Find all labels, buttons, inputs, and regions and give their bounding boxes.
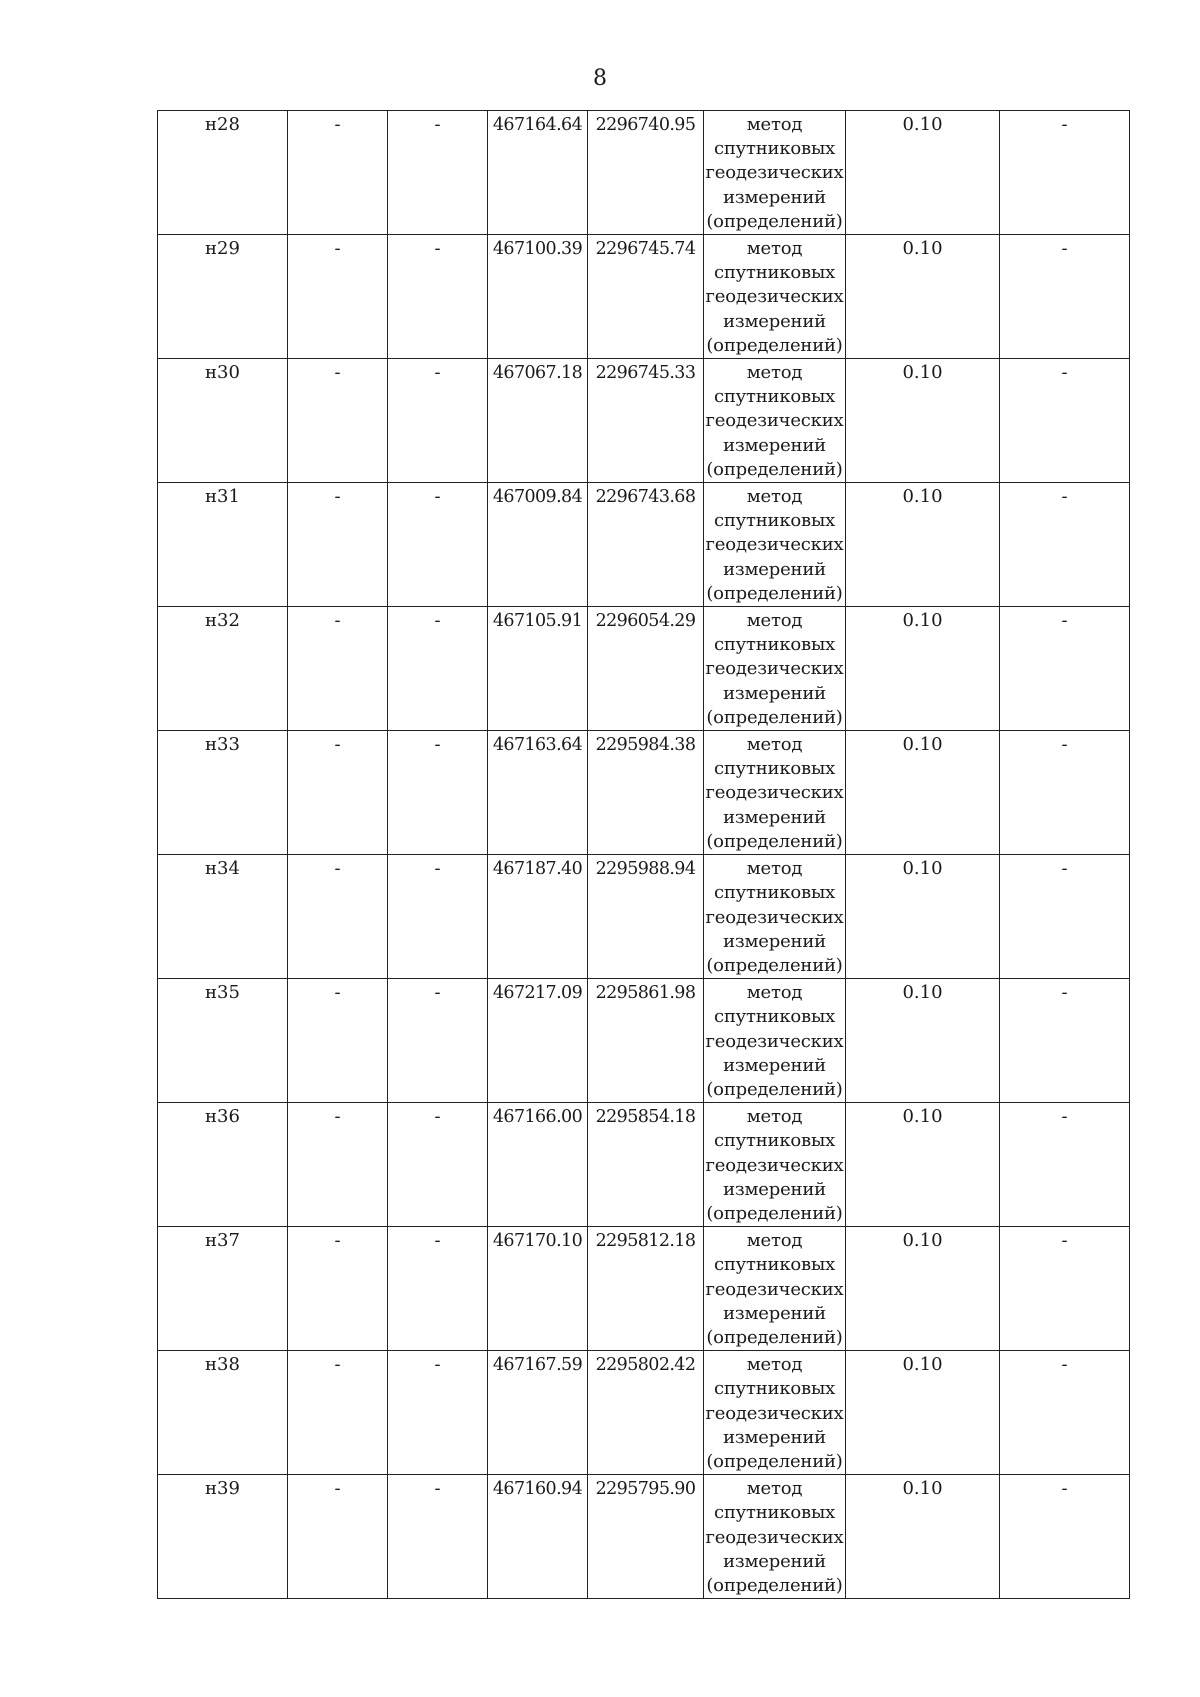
coordinate-x-cell: 467164.64 — [488, 111, 588, 235]
method-text-line: метод — [746, 610, 803, 632]
empty-value-cell: - — [288, 979, 388, 1103]
coordinate-x-cell: 467163.64 — [488, 731, 588, 855]
point-name-cell: н29 — [158, 235, 288, 359]
method-cell — [704, 1475, 846, 1599]
accuracy-cell: 0.10 — [846, 1351, 1000, 1475]
method-text-line: (определений) — [706, 1078, 843, 1100]
coordinate-y-cell: 2295984.38 — [588, 731, 704, 855]
method-text-line: геодезических — [705, 658, 844, 680]
last-value-cell: - — [1000, 1103, 1130, 1227]
last-value-cell: - — [1000, 855, 1130, 979]
method-text-line: (определений) — [706, 458, 843, 480]
coordinate-y-cell: 2295812.18 — [588, 1227, 704, 1351]
method-text-line: геодезических — [705, 906, 844, 928]
accuracy-cell: 0.10 — [846, 607, 1000, 731]
method-text-line: геодезических — [705, 1278, 844, 1300]
coordinates-table — [157, 110, 1130, 1599]
accuracy-cell: 0.10 — [846, 483, 1000, 607]
coordinate-x-cell: 467217.09 — [488, 979, 588, 1103]
last-value-cell: - — [1000, 731, 1130, 855]
method-cell — [704, 111, 846, 235]
coordinate-y-cell: 2296054.29 — [588, 607, 704, 731]
method-cell — [704, 235, 846, 359]
last-value-cell: - — [1000, 235, 1130, 359]
empty-value-cell: - — [388, 359, 488, 483]
method-text-line: (определений) — [706, 582, 843, 604]
method-text-line: измерений — [723, 930, 826, 952]
coordinate-x-cell: 467100.39 — [488, 235, 588, 359]
coordinate-x-cell: 467160.94 — [488, 1475, 588, 1599]
coordinate-x-cell: 467166.00 — [488, 1103, 588, 1227]
accuracy-cell: 0.10 — [846, 1475, 1000, 1599]
method-text-line: измерений — [723, 1054, 826, 1076]
method-text-line: (определений) — [706, 954, 843, 976]
empty-value-cell: - — [288, 483, 388, 607]
method-text-line: геодезических — [705, 1526, 844, 1548]
method-text-line: спутниковых — [713, 1130, 836, 1152]
method-text-line: геодезических — [705, 286, 844, 308]
last-value-cell: - — [1000, 1351, 1130, 1475]
coordinate-x-cell: 467187.40 — [488, 855, 588, 979]
method-text-line: спутниковых — [713, 138, 836, 160]
method-text-line: (определений) — [706, 830, 843, 852]
method-text-line: спутниковых — [713, 1254, 836, 1276]
coordinate-x-cell: 467009.84 — [488, 483, 588, 607]
empty-value-cell: - — [388, 1227, 488, 1351]
method-text-line: измерений — [723, 806, 826, 828]
method-text-line: измерений — [723, 434, 826, 456]
empty-value-cell: - — [388, 1103, 488, 1227]
accuracy-cell: 0.10 — [846, 855, 1000, 979]
accuracy-cell: 0.10 — [846, 1227, 1000, 1351]
empty-value-cell: - — [388, 483, 488, 607]
accuracy-cell: 0.10 — [846, 731, 1000, 855]
table-row — [158, 1103, 1130, 1227]
method-cell — [704, 483, 846, 607]
coordinate-x-cell: 467170.10 — [488, 1227, 588, 1351]
method-text-line: измерений — [723, 1302, 826, 1324]
method-text-line: геодезических — [705, 410, 844, 432]
empty-value-cell: - — [288, 1103, 388, 1227]
last-value-cell: - — [1000, 1227, 1130, 1351]
method-text-line: метод — [746, 1230, 803, 1252]
table-row — [158, 359, 1130, 483]
method-text-line: метод — [746, 1106, 803, 1128]
table-row — [158, 111, 1130, 235]
method-text-line: геодезических — [705, 534, 844, 556]
empty-value-cell: - — [288, 1351, 388, 1475]
method-cell — [704, 731, 846, 855]
method-text-line: спутниковых — [713, 1378, 836, 1400]
point-name-cell: н35 — [158, 979, 288, 1103]
point-name-cell: н39 — [158, 1475, 288, 1599]
method-text-line: измерений — [723, 1178, 826, 1200]
coordinate-y-cell: 2296743.68 — [588, 483, 704, 607]
method-text-line: спутниковых — [713, 262, 836, 284]
method-text-line: измерений — [723, 1550, 826, 1572]
empty-value-cell: - — [288, 1475, 388, 1599]
point-name-cell: н28 — [158, 111, 288, 235]
method-text-line: спутниковых — [713, 1502, 836, 1524]
method-text-line: геодезических — [705, 1154, 844, 1176]
coordinate-y-cell: 2295854.18 — [588, 1103, 704, 1227]
empty-value-cell: - — [288, 731, 388, 855]
coordinate-y-cell: 2295861.98 — [588, 979, 704, 1103]
method-cell — [704, 855, 846, 979]
method-text-line: метод — [746, 238, 803, 260]
method-text-line: метод — [746, 1478, 803, 1500]
empty-value-cell: - — [288, 359, 388, 483]
point-name-cell: н34 — [158, 855, 288, 979]
last-value-cell: - — [1000, 1475, 1130, 1599]
accuracy-cell: 0.10 — [846, 359, 1000, 483]
empty-value-cell: - — [288, 1227, 388, 1351]
empty-value-cell: - — [388, 607, 488, 731]
method-text-line: (определений) — [706, 1326, 843, 1348]
method-text-line: метод — [746, 1354, 803, 1376]
method-text-line: метод — [746, 486, 803, 508]
table-row — [158, 1475, 1130, 1599]
empty-value-cell: - — [388, 731, 488, 855]
accuracy-cell: 0.10 — [846, 979, 1000, 1103]
method-text-line: измерений — [723, 558, 826, 580]
method-text-line: метод — [746, 114, 803, 135]
page-number: 8 — [593, 66, 607, 91]
coordinate-x-cell: 467067.18 — [488, 359, 588, 483]
coordinate-y-cell: 2296745.33 — [588, 359, 704, 483]
method-text-line: геодезических — [705, 162, 844, 184]
empty-value-cell: - — [288, 607, 388, 731]
method-text-line: метод — [746, 362, 803, 384]
method-cell — [704, 1351, 846, 1475]
last-value-cell: - — [1000, 111, 1130, 235]
empty-value-cell: - — [288, 111, 388, 235]
accuracy-cell: 0.10 — [846, 1103, 1000, 1227]
method-text-line: измерений — [723, 310, 826, 332]
last-value-cell: - — [1000, 979, 1130, 1103]
empty-value-cell: - — [388, 111, 488, 235]
table-row — [158, 1227, 1130, 1351]
method-cell — [704, 979, 846, 1103]
point-name-cell: н33 — [158, 731, 288, 855]
method-text-line: геодезических — [705, 782, 844, 804]
empty-value-cell: - — [288, 235, 388, 359]
table-row — [158, 1351, 1130, 1475]
method-cell — [704, 359, 846, 483]
empty-value-cell: - — [388, 855, 488, 979]
point-name-cell: н30 — [158, 359, 288, 483]
method-text-line: (определений) — [706, 210, 843, 232]
method-text-line: геодезических — [705, 1030, 844, 1052]
coordinate-y-cell: 2296745.74 — [588, 235, 704, 359]
table-row — [158, 235, 1130, 359]
method-text-line: спутниковых — [713, 510, 836, 532]
method-cell — [704, 1227, 846, 1351]
empty-value-cell: - — [388, 1475, 488, 1599]
method-text-line: спутниковых — [713, 758, 836, 780]
method-text-line: метод — [746, 858, 803, 880]
coordinate-x-cell: 467167.59 — [488, 1351, 588, 1475]
last-value-cell: - — [1000, 607, 1130, 731]
method-cell — [704, 607, 846, 731]
table-row — [158, 855, 1130, 979]
method-text-line: измерений — [723, 186, 826, 208]
method-text-line: спутниковых — [713, 1006, 836, 1028]
coordinate-y-cell: 2295795.90 — [588, 1475, 704, 1599]
accuracy-cell: 0.10 — [846, 111, 1000, 235]
method-text-line: спутниковых — [713, 386, 836, 408]
method-cell — [704, 1103, 846, 1227]
method-text-line: (определений) — [706, 334, 843, 356]
method-text-line: геодезических — [705, 1402, 844, 1424]
coordinate-y-cell: 2295988.94 — [588, 855, 704, 979]
table-row — [158, 483, 1130, 607]
point-name-cell: н37 — [158, 1227, 288, 1351]
method-text-line: измерений — [723, 1426, 826, 1448]
method-text-line: метод — [746, 982, 803, 1004]
method-text-line: спутниковых — [713, 634, 836, 656]
method-text-line: спутниковых — [713, 882, 836, 904]
coordinate-y-cell: 2296740.95 — [588, 111, 704, 235]
table-row — [158, 979, 1130, 1103]
last-value-cell: - — [1000, 483, 1130, 607]
coordinates-table-body — [158, 111, 1130, 1599]
method-text-line: измерений — [723, 682, 826, 704]
point-name-cell: н38 — [158, 1351, 288, 1475]
empty-value-cell: - — [388, 235, 488, 359]
method-text-line: (определений) — [706, 706, 843, 728]
table-row — [158, 607, 1130, 731]
empty-value-cell: - — [388, 1351, 488, 1475]
table-row — [158, 731, 1130, 855]
coordinate-x-cell: 467105.91 — [488, 607, 588, 731]
empty-value-cell: - — [288, 855, 388, 979]
point-name-cell: н36 — [158, 1103, 288, 1227]
method-text-line: (определений) — [706, 1450, 843, 1472]
last-value-cell: - — [1000, 359, 1130, 483]
method-text-line: (определений) — [706, 1202, 843, 1224]
point-name-cell: н31 — [158, 483, 288, 607]
method-text-line: (определений) — [706, 1574, 843, 1596]
method-text-line: метод — [746, 734, 803, 756]
empty-value-cell: - — [388, 979, 488, 1103]
accuracy-cell: 0.10 — [846, 235, 1000, 359]
coordinate-y-cell: 2295802.42 — [588, 1351, 704, 1475]
point-name-cell: н32 — [158, 607, 288, 731]
